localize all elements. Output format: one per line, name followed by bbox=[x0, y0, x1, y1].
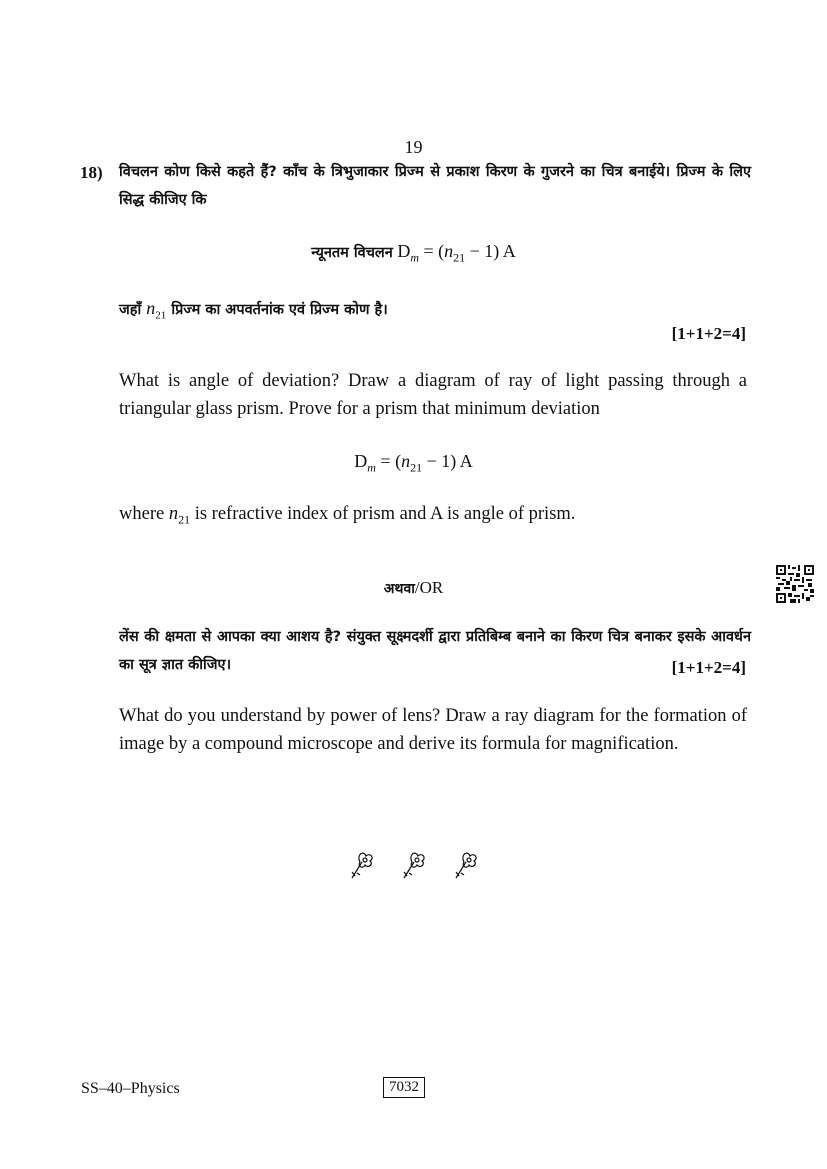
where-n-symbol: $n_{21}$ bbox=[146, 298, 167, 322]
end-ornaments bbox=[0, 848, 827, 885]
hindi-where-prefix: जहाँ bbox=[119, 302, 142, 318]
alternate-english-text: What do you understand by power of lens? Draw a ray diagram for the formation of image by a compound microscope and derive its formula for magnification. bbox=[119, 706, 747, 754]
formula-d: D bbox=[397, 241, 411, 261]
english-where-line bbox=[119, 500, 747, 534]
formula-n-sub: 21 bbox=[453, 250, 466, 265]
page-number: 19 bbox=[404, 137, 423, 157]
or-separator bbox=[0, 578, 827, 598]
hindi-formula-label: न्यूनतम विचलन bbox=[311, 245, 393, 261]
formula-m: m bbox=[410, 250, 419, 265]
question-marks: [1+1+2=4] bbox=[671, 324, 746, 343]
english-where-suffix: is refractive index of prism and A is angle of prism. bbox=[194, 504, 576, 524]
or-english: /OR bbox=[414, 578, 444, 597]
footer-subject: SS–40–Physics bbox=[81, 1080, 180, 1097]
hindi-where-suffix: प्रिज्म का अपवर्तनांक एवं प्रिज्म कोण है। bbox=[171, 302, 388, 318]
question-number: 18) bbox=[80, 163, 103, 182]
english-where-prefix: where bbox=[119, 504, 165, 524]
formula-rest: − 1) A bbox=[465, 241, 516, 261]
footer-code: 7032 bbox=[383, 1077, 425, 1098]
alternate-hindi-text: लेंस की क्षमता से आपका क्या आशय है? संयुक्त सूक्ष्मदर्शी द्वारा प्रतिबिम्ब बनाने का किरण चित्र बनाकर इसके आवर्धन का सूत्र ज्ञात कीजिए। bbox=[119, 629, 751, 673]
question-english-text: What is angle of deviation? Draw a diagram of ray of light passing through a triangular glass prism. Prove for a prism that minimum deviation bbox=[119, 371, 747, 419]
alternate-marks: [1+1+2=4] bbox=[671, 658, 746, 677]
flower-ornament-icon bbox=[348, 848, 376, 880]
hindi-where-line bbox=[119, 294, 388, 330]
flower-ornament-icon bbox=[400, 848, 428, 880]
hindi-formula bbox=[0, 241, 827, 266]
flower-ornament-icon bbox=[452, 848, 480, 880]
formula-n: n bbox=[444, 241, 454, 261]
qr-code-icon bbox=[776, 565, 814, 603]
question-hindi-text: विचलन कोण किसे कहते हैं? काँच के त्रिभुजाकार प्रिज्म से प्रकाश किरण के गुजरने का चित्र बनाईये। प्रिज्म के लिए सिद्ध कीजिए कि bbox=[119, 164, 751, 208]
where-n-symbol-en: $n_{21}$ bbox=[168, 504, 191, 527]
english-formula: $D_m = (n_{21} - 1)$ A bbox=[354, 451, 473, 475]
or-hindi: अथवा bbox=[383, 581, 415, 597]
formula-eq: = ( bbox=[418, 241, 445, 261]
